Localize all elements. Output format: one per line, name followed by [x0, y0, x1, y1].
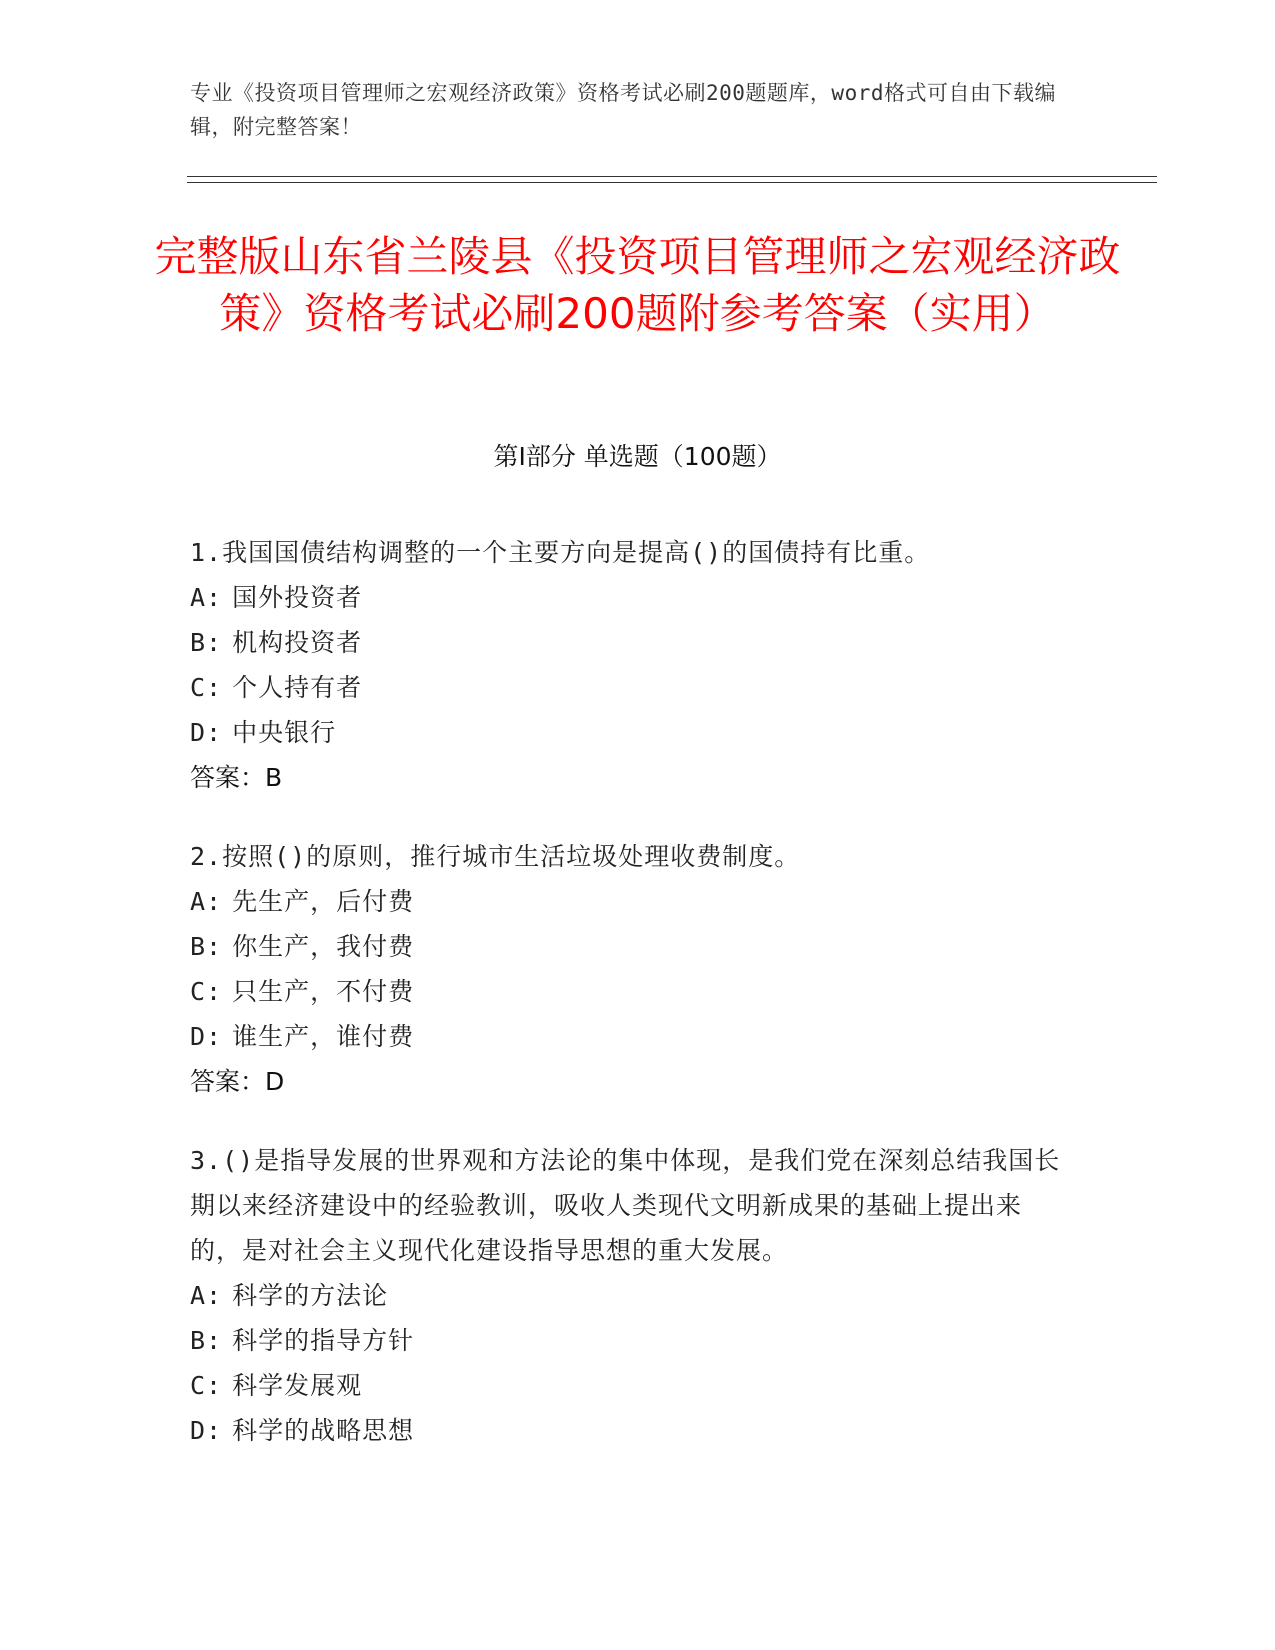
option-d	[190, 1014, 1070, 1059]
option-b	[190, 1318, 1070, 1363]
option-b	[190, 924, 1070, 969]
answer: 答案：B	[190, 763, 283, 792]
question-3	[190, 1138, 1070, 1453]
option-letter: C:	[190, 1371, 223, 1400]
option-d	[190, 710, 1070, 755]
option-letter: B:	[190, 1326, 223, 1355]
option-text: 先生产，后付费	[232, 887, 415, 916]
option-letter: A:	[190, 1281, 223, 1310]
option-letter: A:	[190, 583, 223, 612]
question-stem: 1.我国国债结构调整的一个主要方向是提高()的国债持有比重。	[190, 538, 931, 567]
option-a	[190, 879, 1070, 924]
header-divider-bottom	[187, 182, 1157, 183]
option-text: 机构投资者	[232, 628, 363, 657]
option-b	[190, 620, 1070, 665]
option-text: 个人持有者	[232, 673, 363, 702]
question-stem: 2.按照()的原则，推行城市生活垃圾处理收费制度。	[190, 842, 801, 871]
option-letter: D:	[190, 1022, 223, 1051]
document-title: 完整版山东省兰陵县《投资项目管理师之宏观经济政策》资格考试必刷200题附参考答案（实用）	[154, 232, 1121, 338]
option-letter: D:	[190, 718, 223, 747]
option-a	[190, 575, 1070, 620]
option-letter: B:	[190, 932, 223, 961]
option-text: 科学的战略思想	[232, 1416, 415, 1445]
question-list	[190, 530, 1070, 1487]
option-text: 你生产，我付费	[232, 932, 415, 961]
option-c	[190, 969, 1070, 1014]
option-text: 国外投资者	[232, 583, 363, 612]
option-text: 只生产，不付费	[232, 977, 415, 1006]
option-text: 科学发展观	[232, 1371, 363, 1400]
question-stem: 3.()是指导发展的世界观和方法论的集中体现，是我们党在深刻总结我国长期以来经济建设中的经验教训，吸收人类现代文明新成果的基础上提出来的，是对社会主义现代化建设指导思想的重大发展。	[190, 1146, 1061, 1265]
option-letter: C:	[190, 977, 223, 1006]
option-a	[190, 1273, 1070, 1318]
option-text: 科学的方法论	[232, 1281, 389, 1310]
option-c	[190, 665, 1070, 710]
header-note: 专业《投资项目管理师之宏观经济政策》资格考试必刷200题题库，word格式可自由下载编辑，附完整答案！	[190, 81, 1056, 139]
option-text: 中央银行	[232, 718, 337, 747]
option-c	[190, 1363, 1070, 1408]
section-title: 第I部分 单选题（100题）	[493, 442, 782, 471]
answer: 答案：D	[190, 1067, 285, 1096]
option-text: 科学的指导方针	[232, 1326, 415, 1355]
option-text: 谁生产，谁付费	[232, 1022, 415, 1051]
question-2	[190, 834, 1070, 1104]
option-letter: B:	[190, 628, 223, 657]
option-letter: C:	[190, 673, 223, 702]
question-1	[190, 530, 1070, 800]
option-letter: D:	[190, 1416, 223, 1445]
option-d	[190, 1408, 1070, 1453]
header-divider-top	[187, 176, 1157, 177]
option-letter: A:	[190, 887, 223, 916]
